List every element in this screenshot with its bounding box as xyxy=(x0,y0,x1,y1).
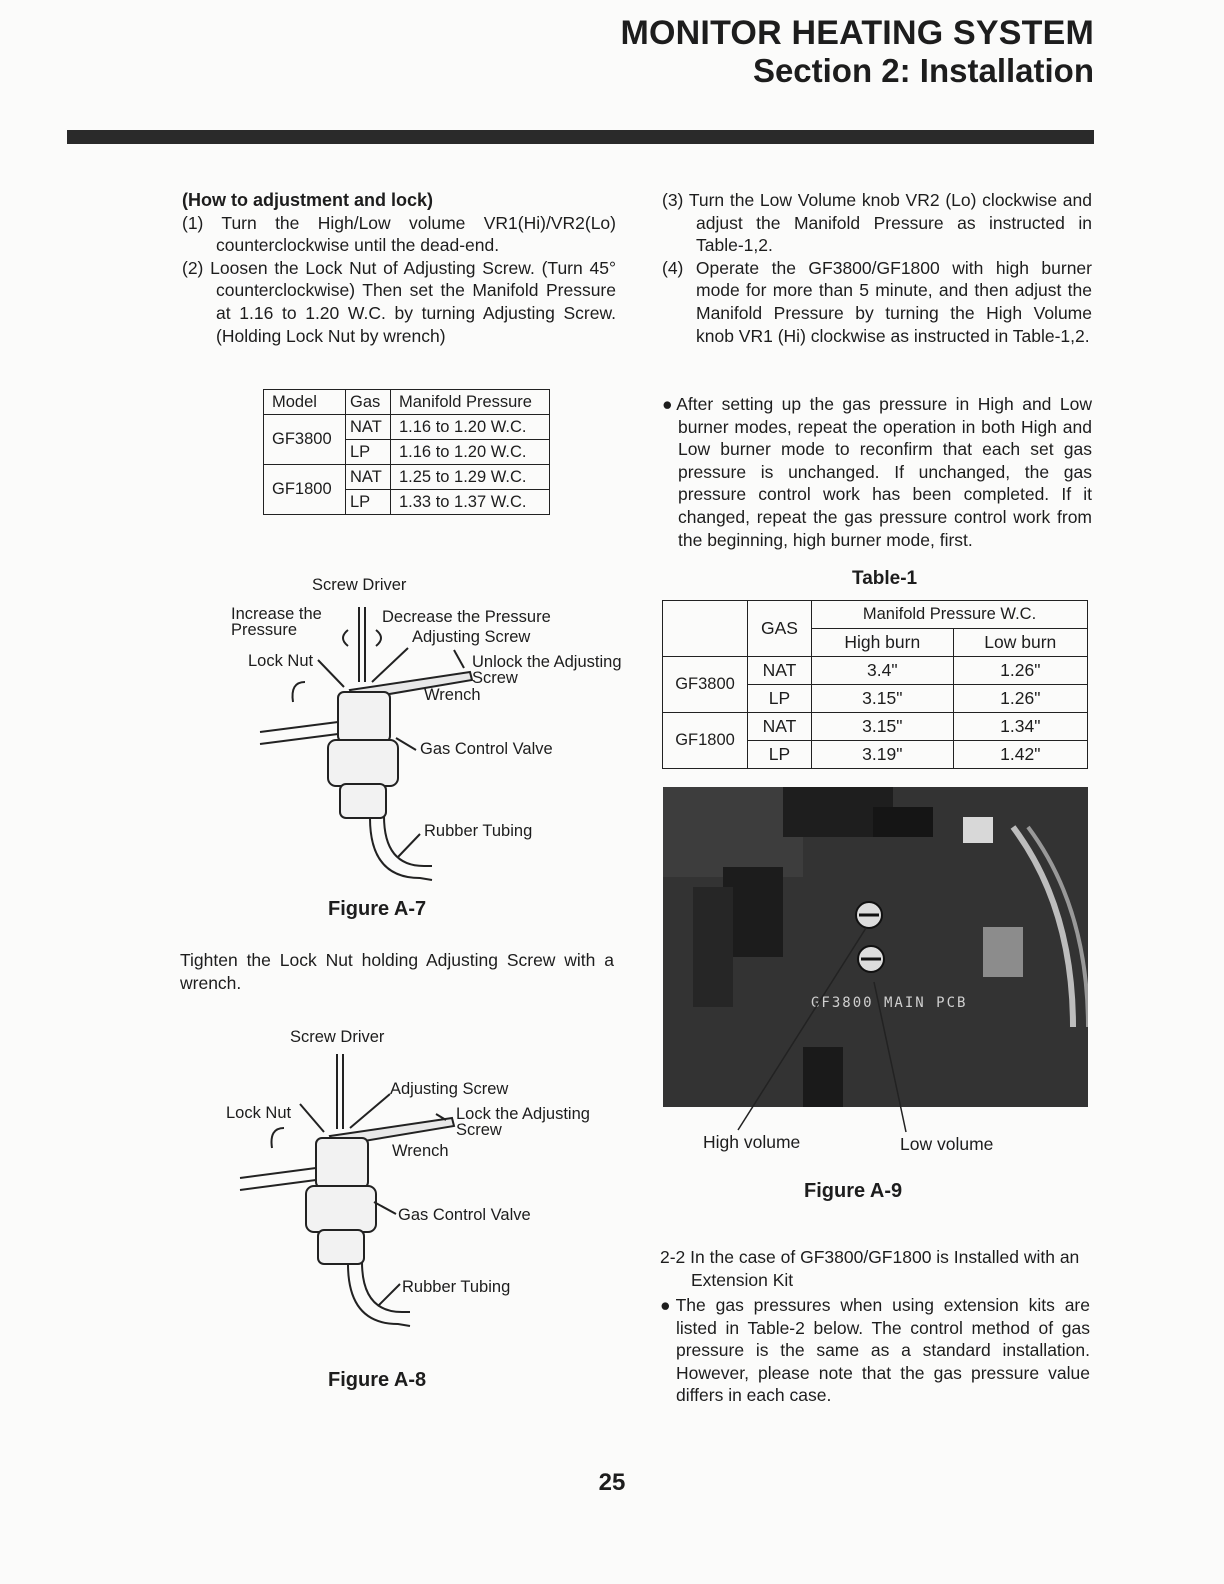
table-cell: 1.33 to 1.37 W.C. xyxy=(391,490,550,515)
table-cell: 1.26" xyxy=(953,657,1087,685)
table-cell: 1.34" xyxy=(953,713,1087,741)
label-unlock: Unlock the Adjusting Screw xyxy=(472,653,622,687)
table-row xyxy=(663,713,1088,741)
section-title: Section 2: Installation xyxy=(752,52,1094,89)
table-cell: 3.15" xyxy=(812,685,954,713)
header-rule xyxy=(67,130,1094,144)
adjustment-instructions xyxy=(182,189,616,347)
pointer-lines xyxy=(660,900,1090,1140)
table-cell: GF1800 xyxy=(663,713,748,769)
extension-kit-note: ●The gas pressures when using extension kits are listed in Table-2 below. The control method of gas pressure is the same as a standard installation. However, please note that the gas pressure value differs in each case. xyxy=(660,1295,1090,1406)
table-cell: 1.26" xyxy=(953,685,1087,713)
label-rubber-tubing: Rubber Tubing xyxy=(424,822,533,840)
bullet-icon: ● xyxy=(662,394,677,414)
valve-diagram-a8 xyxy=(220,1024,620,1354)
label-low-volume: Low volume xyxy=(900,1134,994,1154)
label-wrench: Wrench xyxy=(392,1142,449,1160)
step-2: (2) Loosen the Lock Nut of Adjusting Screw. (Turn 45° counterclockwise) Then set the Manifold Pressure at 1.16 to 1.20 W.C. by turning Adjusting Screw. (Holding Lock Nut by wrench) xyxy=(182,257,616,346)
label-rubber-tubing: Rubber Tubing xyxy=(402,1278,511,1296)
table-cell: 1.16 to 1.20 W.C. xyxy=(391,415,550,440)
table-cell: GF3800 xyxy=(264,415,346,465)
table-header-empty xyxy=(663,601,748,657)
figure-a7 xyxy=(220,572,620,902)
table-cell: 1.42" xyxy=(953,741,1087,769)
section-2-2: 2-2 In the case of GF3800/GF1800 is Installed with an Extension Kit xyxy=(660,1247,1080,1290)
table-header: Manifold Pressure W.C. xyxy=(812,601,1088,629)
table-row xyxy=(663,657,1088,685)
bullet-icon: ● xyxy=(660,1295,676,1315)
label-decrease: Decrease the Pressure xyxy=(382,608,551,626)
model-pressure-table xyxy=(263,389,550,515)
table-cell: GF1800 xyxy=(264,465,346,515)
table-cell: NAT xyxy=(346,415,391,440)
table-header: GAS xyxy=(748,601,812,657)
label-high-volume: High volume xyxy=(703,1132,801,1152)
table-cell: 3.19" xyxy=(812,741,954,769)
instructions-heading: (How to adjustment and lock) xyxy=(182,190,434,210)
pcb-label: GF3800 MAIN PCB xyxy=(811,995,968,1011)
label-lock-nut: Lock Nut xyxy=(248,652,314,670)
table-1-title: Table-1 xyxy=(852,568,918,589)
table-cell: NAT xyxy=(748,657,812,685)
step-3: (3) Turn the Low Volume knob VR2 (Lo) clockwise and adjust the Manifold Pressure as instructed in Table-1,2. xyxy=(662,190,1092,256)
label-wrench: Wrench xyxy=(424,686,481,704)
table-header: Low burn xyxy=(953,629,1087,657)
table-cell: LP xyxy=(346,440,391,465)
figure-a9-caption: Figure A-9 xyxy=(804,1180,903,1202)
figure-a8-caption: Figure A-8 xyxy=(328,1369,427,1391)
label-screw-driver: Screw Driver xyxy=(312,576,407,594)
label-increase: Increase the Pressure xyxy=(231,605,322,639)
table-header: High burn xyxy=(812,629,954,657)
table-row xyxy=(264,415,550,440)
label-adjusting-screw: Adjusting Screw xyxy=(390,1080,509,1098)
label-adjusting-screw: Adjusting Screw xyxy=(412,628,531,646)
step-1: (1) Turn the High/Low volume VR1(Hi)/VR2(Lo) counterclockwise until the dead-end. xyxy=(182,212,616,256)
label-screw-driver: Screw Driver xyxy=(290,1028,385,1046)
table-cell: LP xyxy=(748,741,812,769)
step-4: (4) Operate the GF3800/GF1800 with high burner mode for more than 5 minute, and then adjust the Manifold Pressure by turning the High Volume knob VR1 (Hi) clockwise as instructed in Table-1,2. xyxy=(662,257,1092,346)
table-cell: GF3800 xyxy=(663,657,748,713)
manifold-pressure-table xyxy=(662,600,1088,769)
label-gas-control-valve: Gas Control Valve xyxy=(398,1206,531,1224)
label-lock-screw: Lock the Adjusting Screw xyxy=(456,1105,590,1139)
adjustment-steps-continued xyxy=(662,189,1092,347)
table-cell: LP xyxy=(748,685,812,713)
table-cell: NAT xyxy=(748,713,812,741)
figure-a7-caption: Figure A-7 xyxy=(328,898,427,920)
table-cell: 1.25 to 1.29 W.C. xyxy=(391,465,550,490)
page-number: 25 xyxy=(598,1469,626,1496)
reconfirm-note: ●After setting up the gas pressure in High and Low burner modes, repeat the operation in both High and Low burner mode to reconfirm that each set gas pressure is unchanged. If unchanged, the gas pressure control work has been completed. If it changed, repeat the gas pressure control work from the beginning, high burner mode, first. xyxy=(662,394,1092,550)
table-cell: 1.16 to 1.20 W.C. xyxy=(391,440,550,465)
table-cell: NAT xyxy=(346,465,391,490)
table-header: Manifold Pressure xyxy=(391,390,550,415)
table-header-row xyxy=(663,601,1088,629)
table-cell: LP xyxy=(346,490,391,515)
table-header: Gas xyxy=(346,390,391,415)
label-gas-control-valve: Gas Control Valve xyxy=(420,740,553,758)
table-row xyxy=(264,465,550,490)
table-cell: 3.4" xyxy=(812,657,954,685)
figure-a8 xyxy=(220,1024,620,1354)
table-header-row xyxy=(264,390,550,415)
tighten-instruction: Tighten the Lock Nut holding Adjusting Screw with a wrench. xyxy=(180,950,614,993)
table-header: Model xyxy=(264,390,346,415)
document-title: MONITOR HEATING SYSTEM xyxy=(620,14,1094,52)
label-lock-nut: Lock Nut xyxy=(226,1104,292,1122)
table-cell: 3.15" xyxy=(812,713,954,741)
